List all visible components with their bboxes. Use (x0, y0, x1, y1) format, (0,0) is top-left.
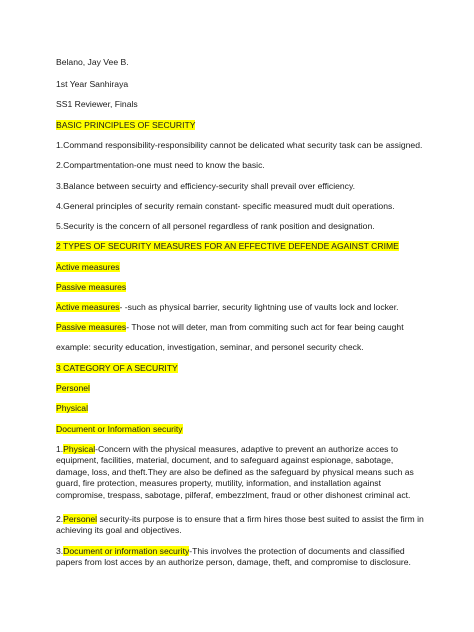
active-measures-text: - -such as physical barrier, security lightning use of vaults lock and locker. (119, 302, 399, 312)
measures-heading (56, 241, 428, 252)
personel-text: security-its purpose is to ensure that a firm hires those best suited to assist the firm in achieving its goal and objectives. (56, 514, 424, 536)
category-physical (56, 403, 428, 414)
passive-measures-term: Passive measures (56, 322, 127, 332)
category-document-highlight: Document or Information security (56, 424, 183, 434)
personel-number: 2. (56, 514, 64, 524)
document-security-text: -This involves the protection of documents and classified papers from lost acces by an authorize person, damage, theft, and compromise to disclosure. (56, 546, 411, 568)
active-measures-term: Active measures (56, 302, 120, 312)
passive-measures-definition (56, 322, 428, 333)
category-heading (56, 363, 428, 374)
principle-item-4: 4.General principles of security remain constant- specific measured mudt duit operations. (56, 201, 395, 211)
category-heading-highlight: 3 CATEGORY OF A SECURITY (56, 363, 178, 373)
document-security-number: 3. (56, 546, 64, 556)
principle-item-2: 2.Compartmentation-one must need to know the basic. (56, 160, 265, 170)
category-document (56, 424, 428, 435)
measures-example: example: security education, investigation, seminar, and personel security check. (56, 342, 364, 352)
personel-term: Personel (63, 514, 98, 524)
passive-measures-text: - Those not will deter, man from commiting such act for fear being caught (126, 322, 404, 332)
passive-measures-highlight: Passive measures (56, 282, 127, 292)
physical-paragraph (56, 444, 428, 501)
physical-term: Physical (63, 444, 96, 454)
measures-heading-highlight: 2 TYPES OF SECURITY MEASURES FOR AN EFFECTIVE DEFENDE AGAINST CRIME (56, 241, 399, 251)
active-measures-definition (56, 302, 428, 313)
principles-heading-highlight: BASIC PRINCIPLES OF SECURITY (56, 120, 196, 130)
category-personel (56, 383, 428, 394)
passive-measures-label (56, 282, 428, 293)
category-personel-highlight: Personel (56, 383, 90, 393)
active-measures-highlight: Active measures (56, 262, 120, 272)
category-physical-highlight: Physical (56, 403, 88, 413)
physical-number: 1. (56, 444, 64, 454)
principles-heading (56, 120, 428, 131)
active-measures-label (56, 262, 428, 273)
physical-text: -Concern with the physical measures, adaptive to prevent an authorize acces to equipment, facilities, material, document, and to safeguard against espionage, sabotage, damage, loss, and theft.They are also be defined as the safeguard by physical means such as guard, fire protection, measures property, mutility, information, and installation against compromise, trespass, sabotage, pilferaf, embezzlment, fraud or other dishonest criminal act. (56, 444, 414, 500)
document-subject: SS1 Reviewer, Finals (56, 99, 138, 109)
principle-item-3: 3.Balance between secuirty and efficiency-security shall prevail over efficiency. (56, 181, 356, 191)
document-security-paragraph (56, 546, 428, 569)
document-security-term: Document or information security (63, 546, 190, 556)
principle-item-5: 5.Security is the concern of all personel regardless of rank position and designation. (56, 221, 375, 231)
year-level: 1st Year Sanhiraya (56, 79, 129, 89)
principle-item-1: 1.Command responsibility-responsibility cannot be delicated what security task can be assigned. (56, 140, 423, 150)
personel-paragraph (56, 514, 428, 537)
author-name: Belano, Jay Vee B. (56, 57, 129, 67)
